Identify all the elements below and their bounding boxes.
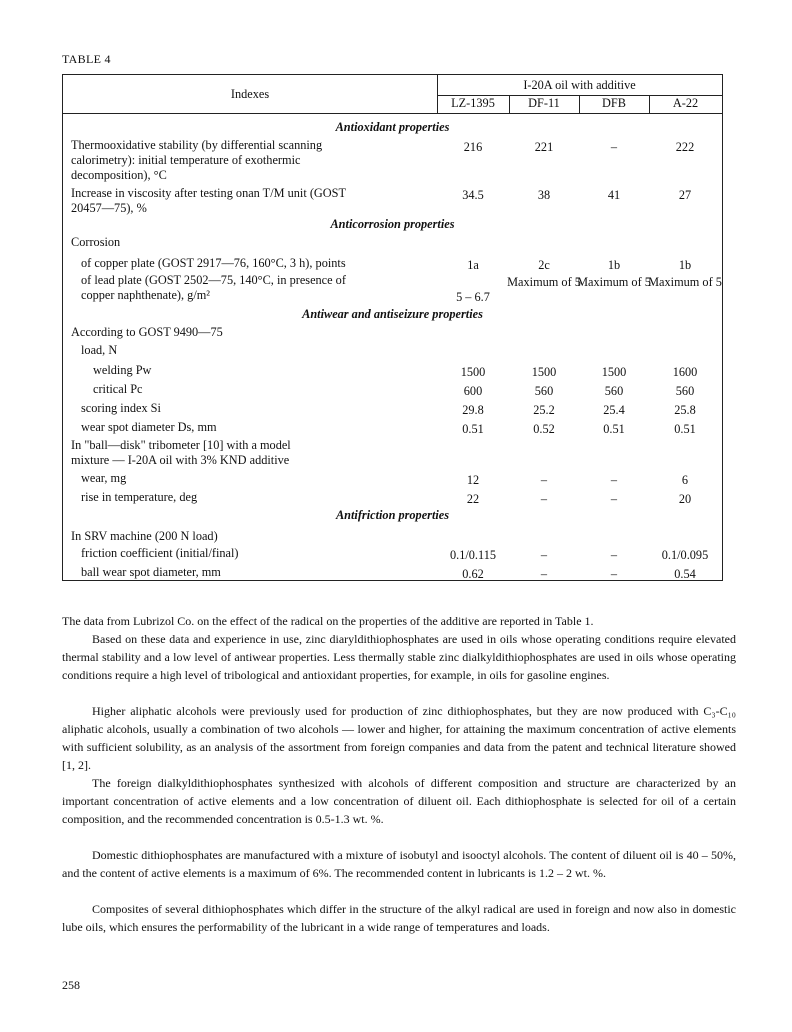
table-cell: 560 [604,384,624,398]
table-cell: 221 [534,140,554,154]
table-cell: 0.52 [533,422,555,436]
section-antioxidant: Antioxidant properties [335,120,450,134]
table-cell: 41 [607,188,621,202]
table-cell: 0.62 [462,567,484,581]
row-label: According to GOST 9490—75 [71,325,223,339]
col-header-dfb: DFB [602,96,626,110]
table-cell: 1600 [672,365,698,379]
table-cell: 1a [467,258,479,272]
row-label: calorimetry): initial temperature of exothermic [71,153,301,167]
table-cell: – [540,473,548,487]
row-label: welding Pw [93,363,152,377]
table-cell: 1b [678,258,692,272]
table-cell: 25.8 [674,403,696,417]
table-cell: Maximum of 5 [507,275,581,289]
row-label: In "ball—disk" tribometer [10] with a model [71,438,291,452]
section-antifriction: Antifriction properties [335,508,450,522]
row-label: friction coefficient (initial/final) [81,546,239,560]
table-cell: 2c [538,258,550,272]
table-cell: 560 [675,384,695,398]
paragraph: Composites of several dithiophosphates which differ in the structure of the alkyl radical are used in foreign and now also in domestic lube oils, which ensures the performability of the lubricant in a wide range of temperatures and loads. [62,902,736,935]
table-cell: – [540,548,548,562]
row-label: scoring index Si [81,401,161,415]
table-cell: – [540,567,548,581]
table-cell: 560 [534,384,554,398]
table-cell: 22 [466,492,480,506]
section-anticorrosion: Anticorrosion properties [330,217,455,231]
col-header-a22: A-22 [672,96,699,110]
row-label: ball wear spot diameter, mm [81,565,221,579]
table-cell: – [610,473,618,487]
row-label: In SRV machine (200 N load) [71,529,218,543]
table-cell: 12 [466,473,480,487]
table-cell: 25.4 [603,403,625,417]
row-label: 20457—75), % [71,201,147,215]
row-label: mixture — I-20A oil with 3% KND additive [71,453,290,467]
row-label: critical Pc [93,382,143,396]
table-cell: 38 [537,188,551,202]
table-cell: 34.5 [462,188,484,202]
row-label: rise in temperature, deg [81,490,198,504]
table-cell: 0.51 [674,422,696,436]
paragraph: The foreign dialkyldithiophosphates synthesized with alcohols of different composition and structure are characterized by an important concentration of active elements and a low concentration of diluent oil. Each dithiophosphate is selected for oil of a certain composition, and the recommended concentration is 0.5-1.3 wt. %. [62,776,736,827]
row-label: Corrosion [71,235,121,249]
col-header-lz1395: LZ-1395 [451,96,495,110]
row-label: of copper plate (GOST 2917—76, 160°C, 3 h), points [81,256,346,270]
table-cell: 222 [675,140,695,154]
table-caption: TABLE 4 [62,52,111,66]
row-label: Increase in viscosity after testing onan T/M unit (GOST [71,186,347,200]
table-cell: 20 [678,492,692,506]
table-cell: 27 [678,188,692,202]
row-label: wear, mg [81,471,127,485]
table-cell: 0.1/0.115 [450,548,496,562]
col-header-df11: DF-11 [528,96,560,110]
table-cell: 29.8 [462,403,484,417]
table-cell: – [540,492,548,506]
paragraph: The data from Lubrizol Co. on the effect of the radical on the properties of the additive are reported in Table 1. [62,614,594,628]
header-bottom-rule [63,113,722,114]
paragraph: Based on these data and experience in use, zinc diaryldithiophosphates are used in oils whose operating conditions require elevated thermal stability and a low level of antiwear properties. Less thermally stable zinc dialkyldithiophosphates are used in oils whose operating conditions require a high level of tribological and antioxidant properties, for example, in oils for gasoline engines. [62,632,736,683]
table-cell: 0.51 [462,422,484,436]
properties-table [62,74,723,581]
group-header: I-20A oil with additive [523,78,636,92]
table-cell: – [610,492,618,506]
table-cell: Maximum of 5 [577,275,651,289]
row-label: copper naphthenate), g/m² [81,288,210,302]
row-label: wear spot diameter Ds, mm [81,420,217,434]
table-cell: Maximum of 5 [648,275,722,289]
table-cell: 5 – 6.7 [456,290,490,304]
table-cell: 600 [463,384,483,398]
table-cell: 1500 [460,365,486,379]
indexes-header: Indexes [230,87,270,101]
row-label: Thermooxidative stability (by differential scanning [71,138,323,152]
table-cell: 0.54 [674,567,696,581]
table-cell: 0.1/0.095 [661,548,709,562]
paragraph: Higher aliphatic alcohols were previously used for production of zinc dithiophosphates, but they are now produced with C₃-C₁₀ aliphatic alcohols, usually a combination of two alcohols — lower and higher, for attaining the maximum concentration of active elements with sufficient solubility, as an analysis of the assortment from foreign companies and data from the patent and technical literature showed [1, 2]. [62,704,736,773]
section-antiwear: Antiwear and antiseizure properties [302,307,483,321]
table-cell: – [610,548,618,562]
table-cell: – [610,140,618,154]
paragraph: Domestic dithiophosphates are manufactured with a mixture of isobutyl and isooctyl alcohols. The content of diluent oil is 40 – 50%, and the content of active elements is a maximum of 6%. The recommended content in lubricants is 1.2 – 2 wt. %. [62,848,736,881]
table-cell: 1b [607,258,621,272]
table-cell: 0.51 [603,422,625,436]
table-cell: 25.2 [533,403,555,417]
row-label: load, N [81,343,118,357]
page-number: 258 [62,978,80,992]
table-cell: 216 [463,140,483,154]
table-cell: – [610,567,618,581]
table-cell: 6 [681,473,689,487]
row-label: of lead plate (GOST 2502—75, 140°C, in presence of [81,273,346,287]
table-cell: 1500 [601,365,627,379]
table-cell: 1500 [531,365,557,379]
row-label: decomposition), °C [71,168,167,182]
